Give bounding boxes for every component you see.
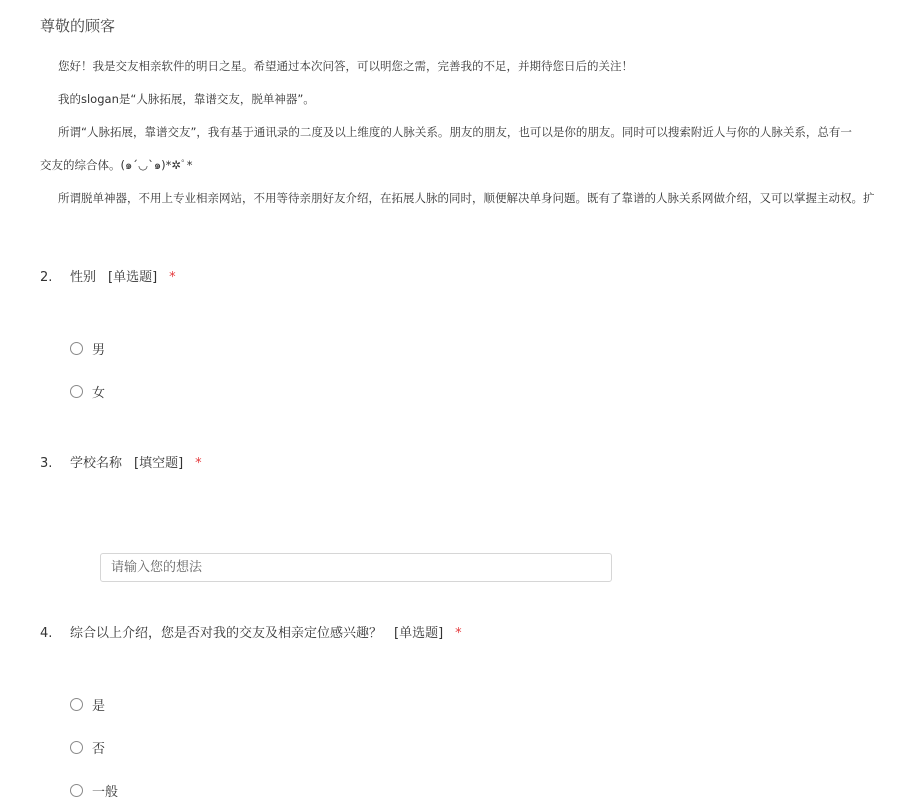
question-text: 学校名称	[70, 456, 123, 471]
intro-paragraph-continued: 交友的综合体。(๑´◡`๑)*✲ﾟ*	[40, 158, 193, 172]
question-text: 综合以上介绍，您是否对我的交友及相亲定位感兴趣？	[70, 626, 383, 641]
required-marker: *	[455, 626, 462, 641]
radio-button[interactable]	[70, 784, 83, 797]
question-text: 性别	[70, 270, 97, 285]
required-marker: *	[169, 270, 176, 285]
radio-button[interactable]	[70, 698, 83, 711]
option-male[interactable]	[70, 339, 105, 357]
option-neutral[interactable]	[70, 781, 118, 799]
intro-paragraph: 我的slogan是“人脉拓展，靠谱交友，脱单神器”。	[58, 92, 315, 106]
question-number: 2.	[40, 270, 53, 285]
required-marker: *	[195, 456, 202, 471]
question-type-label: [单选题]	[394, 626, 444, 641]
school-name-input[interactable]	[100, 553, 612, 582]
option-label: 否	[92, 741, 106, 757]
option-yes[interactable]	[70, 695, 105, 713]
question-type-label: [单选题]	[108, 270, 158, 285]
option-female[interactable]	[70, 382, 105, 400]
question-gender-title	[40, 269, 176, 287]
option-label: 是	[92, 698, 106, 714]
intro-paragraph: 您好！我是交友相亲软件的明日之星。希望通过本次问答，可以明您之需，完善我的不足，并期待您日后的关注！	[58, 59, 633, 73]
option-label: 一般	[92, 784, 119, 800]
intro-paragraph: 所谓脱单神器，不用上专业相亲网站，不用等待亲朋好友介绍，在拓展人脉的同时，顺便解决单身问题。既有了靠谱的人脉关系网做介绍，又可以掌握主动权。扩	[58, 191, 875, 205]
radio-button[interactable]	[70, 385, 83, 398]
option-label: 女	[92, 385, 106, 401]
option-no[interactable]	[70, 738, 105, 756]
question-school-title	[40, 455, 202, 473]
radio-button[interactable]	[70, 741, 83, 754]
question-type-label: [填空题]	[134, 456, 184, 471]
greeting-heading: 尊敬的顾客	[40, 17, 116, 35]
question-number: 3.	[40, 456, 53, 471]
question-number: 4.	[40, 626, 53, 641]
intro-paragraph: 所谓“人脉拓展，靠谱交友”，我有基于通讯录的二度及以上维度的人脉关系。朋友的朋友，也可以是你的朋友。同时可以搜索附近人与你的人脉关系，总有一	[58, 125, 852, 139]
question-interest-title	[40, 625, 462, 643]
option-label: 男	[92, 342, 106, 358]
radio-button[interactable]	[70, 342, 83, 355]
